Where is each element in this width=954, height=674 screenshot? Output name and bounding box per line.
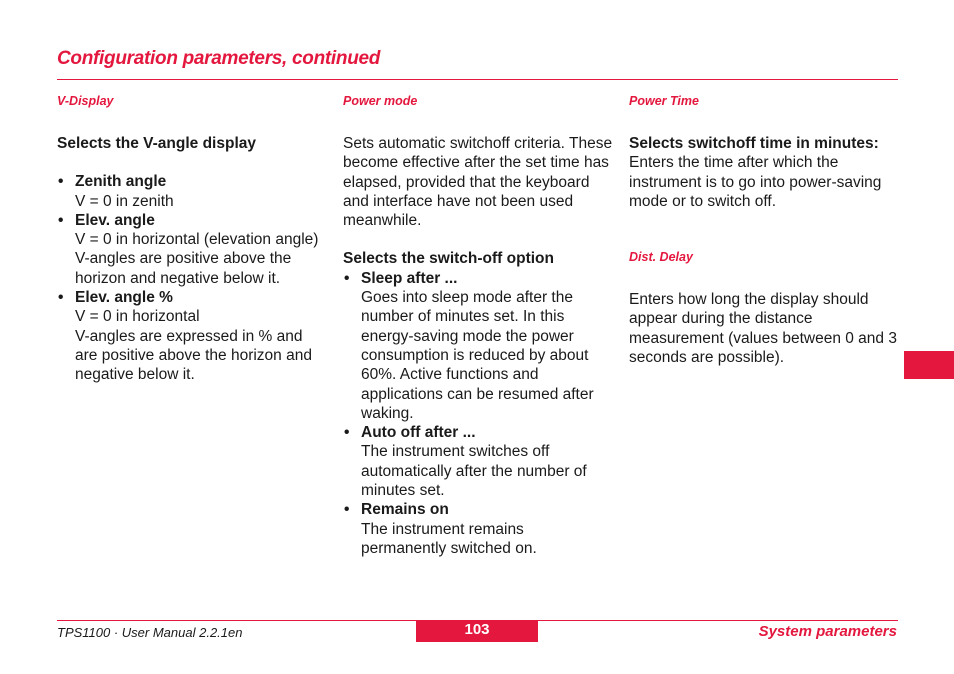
section-heading-v-display: V-Display	[57, 94, 114, 108]
chapter-tab-marker	[904, 351, 954, 379]
v-display-intro: Selects the V-angle display	[57, 135, 256, 152]
column-power-time	[629, 92, 899, 367]
column-power-mode	[343, 92, 613, 558]
page-number: 103	[416, 620, 538, 642]
footer-section-name: System parameters	[758, 623, 897, 640]
title-divider	[57, 79, 898, 80]
option-description: V = 0 in horizontal (elevation angle) V-angles are positive above the horizon and negative below it.	[75, 231, 319, 287]
list-item	[57, 172, 327, 211]
bullet-icon: •	[58, 211, 64, 229]
option-label: Zenith angle	[75, 173, 167, 191]
dist-delay-text: Enters how long the display should appear during the distance measurement (values between 0 and 3 seconds are possible).	[629, 291, 897, 367]
section-heading-power-mode: Power mode	[343, 94, 418, 108]
option-description: The instrument switches off automatically after the number of minutes set.	[361, 443, 587, 500]
bullet-icon: •	[58, 289, 64, 307]
page-title: Configuration parameters, continued	[57, 48, 381, 69]
option-label: Elev. angle	[75, 211, 155, 229]
list-item	[57, 211, 327, 288]
option-description: The instrument remains permanently switched on.	[361, 520, 537, 557]
power-mode-intro: Sets automatic switchoff criteria. These become effective after the set time has elapsed, provided that the keyboard and interface have not been used meanwhile.	[343, 135, 613, 230]
power-time-text: Enters the time after which the instrument is to go into power-saving mode or to switch off.	[629, 154, 882, 210]
list-item	[343, 269, 613, 423]
list-item	[343, 500, 613, 558]
option-description: V = 0 in zenith	[75, 192, 174, 210]
bullet-icon: •	[344, 269, 350, 287]
section-heading-dist-delay: Dist. Delay	[629, 250, 693, 265]
v-display-options	[57, 172, 327, 384]
option-label: Sleep after ...	[361, 269, 458, 287]
option-label: Elev. angle %	[75, 289, 173, 307]
bullet-icon: •	[344, 501, 350, 519]
option-label: Auto off after ...	[361, 424, 476, 442]
section-heading-power-time: Power Time	[629, 94, 699, 108]
list-item	[57, 288, 327, 384]
column-v-display	[57, 92, 327, 385]
list-item	[343, 423, 613, 500]
option-description: Goes into sleep mode after the number of minutes set. In this energy-saving mode the power consumption is reduced by about 60%. Active functions and applications can be resumed after waking.	[361, 289, 594, 422]
footer-manual-name: TPS1100 · User Manual 2.2.1en	[57, 625, 243, 640]
option-description: V = 0 in horizontal V-angles are expressed in % and are positive above the horizon and negative below it.	[75, 308, 312, 384]
power-time-intro: Selects switchoff time in minutes:	[629, 135, 879, 152]
option-label: Remains on	[361, 501, 449, 519]
bullet-icon: •	[58, 173, 64, 191]
bullet-icon: •	[344, 424, 350, 442]
power-mode-options	[343, 269, 613, 558]
power-mode-subheading: Selects the switch-off option	[343, 250, 554, 268]
